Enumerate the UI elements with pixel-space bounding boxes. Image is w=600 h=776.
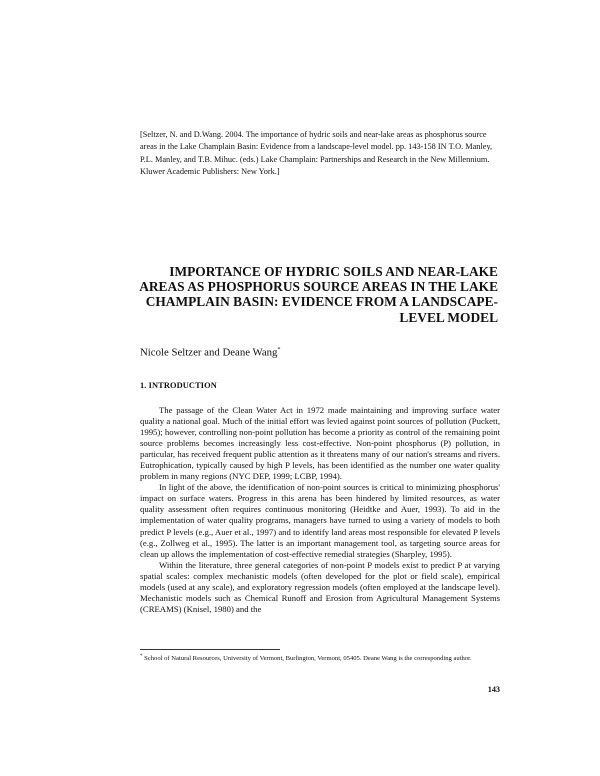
- footnote-text: School of Natural Resources, University of Vermont, Burlington, Vermont, 05405. Deane Wang is the corresponding author.: [144, 655, 472, 663]
- paragraph-2: In light of the above, the identification of non-point sources is critical to minimizing phosphorus' impact on surface waters. Progress in this arena has been hindered by limited resources, as water quality assessment often requires continuous monitoring (Heidtke and Auer, 1993). To aid in the implementation of water quality programs, managers have turned to using a variety of models to both predict P levels (e.g., Auer et al., 1997) and to identify land areas most responsible for elevated P levels (e.g., Zollweg et al., 1995). The latter is an important management tool, as targeting source areas for clean up allows the implementation of cost-effective remedial strategies (Sharpley, 1995).: [140, 482, 500, 559]
- paragraph-1: The passage of the Clean Water Act in 1972 made maintaining and improving surface water quality a national goal. Much of the initial effort was levied against point sources of pollution (Puckett, 1995); however, controlling non-point pollution has become a priority as control of the remaining point source problems becomes increasingly less cost-effective. Non-point phosphorus (P) pollution, in particular, has received frequent public attention as it threatens many of our nation's streams and rivers. Eutrophication, typically caused by high P levels, has been identified as the number one water quality problem in many regions (NYC DEP, 1999; LCBP, 1994).: [140, 405, 500, 482]
- footnote-marker: *: [140, 654, 143, 659]
- citation-block: [Seltzer, N. and D.Wang. 2004. The importance of hydric soils and near-lake areas as phosphorus source areas in the Lake Champlain Basin: Evidence from a landscape-level model. pp. 143-158 IN T.O. Manley, P.L. Manley, and T.B. Mihuc. (eds.) Lake Champlain: Partnerships and Research in the New Millennium. Kluwer Academic Publishers: New York.]: [140, 130, 493, 177]
- paragraph-3: Within the literature, three general categories of non-point P models exist to predict P at varying spatial scales: complex mechanistic models (often developed for the plot or field scale), empirical models (used at any scale), and exploratory regression models (often employed at the landscape level). Mechanistic models such as Chemical Runoff and Erosion from Agricultural Management Systems (CREAMS) (Knisel, 1980) and the: [140, 559, 500, 614]
- footnote: [140, 652, 500, 665]
- author-footnote-marker: *: [277, 347, 281, 353]
- body-text: [140, 405, 500, 615]
- section-heading-introduction: 1. INTRODUCTION: [140, 381, 217, 390]
- author-line: [140, 344, 280, 360]
- footnote-divider: [140, 649, 280, 650]
- paper-title: IMPORTANCE OF HYDRIC SOILS AND NEAR-LAKE AREAS AS PHOSPHORUS SOURCE AREAS IN THE LAKE CHAMPLAIN BASIN: EVIDENCE FROM A LANDSCAPE-LEVEL MODEL: [139, 264, 498, 325]
- author-names: Nicole Seltzer and Deane Wang: [140, 346, 278, 359]
- page-number: 143: [487, 685, 500, 694]
